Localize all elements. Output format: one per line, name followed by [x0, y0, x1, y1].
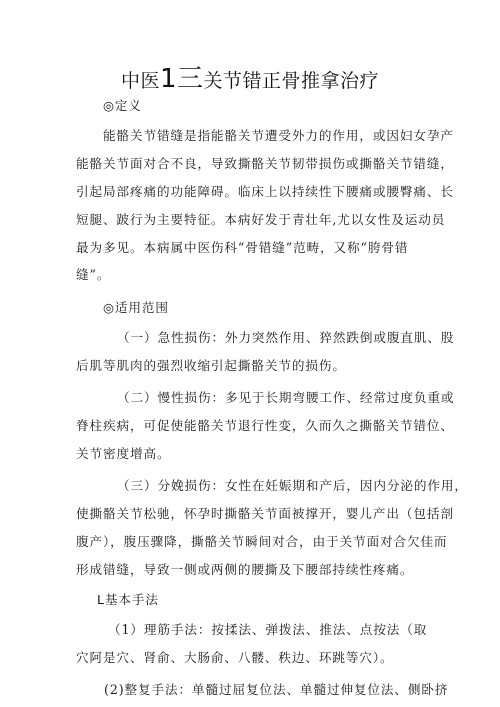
section-heading-techniques: L基本手法: [97, 592, 159, 607]
paragraph-line: 腹产），腹压骤降，撕骼关节瞬间对合，由于关节面对合欠佳而: [76, 534, 448, 549]
paragraph-line: 关节密度增高。: [76, 446, 171, 461]
page-title: [0, 58, 500, 95]
paragraph-line: 穴阿是穴、肾俞、大肠俞、八髅、秩边、环跳等穴）。: [76, 650, 394, 665]
paragraph-line: 使撕骼关节松驰，怀孕时撕骼关节面被撑开，婴儿产出（包括剖: [76, 506, 454, 521]
paragraph-line: 后肌等肌肉的强烈收缩引起撕骼关节的损伤。: [76, 358, 346, 373]
paragraph-line: （二）慢性损伤：多见于长期弯腰工作、经常过度负重或: [117, 390, 455, 405]
paragraph-line: （1）理筋手法：按揉法、弹拨法、推法、点按法（取: [108, 622, 428, 637]
section-heading-definition: ◎定义: [103, 98, 142, 113]
title-prefix: 中医: [120, 70, 160, 92]
paragraph-line: 能骼关节面对合不良，导致撕骼关节韧带损伤或撕骼关节错缝，: [76, 156, 454, 171]
paragraph-line: （一）急性损伤：外力突然作用、猝然跌倒或腹直肌、股: [117, 330, 455, 345]
paragraph-line: 短腿、跛行为主要特征。本病好发于青壮年,尤以女性及运动员: [76, 212, 446, 227]
paragraph-line: 脊柱疾病，可促使能骼关节退行性变，久而久之撕骼关节错位、: [76, 418, 454, 433]
paragraph-line: 引起局部疼痛的功能障碍。临床上以持续性下腰痛或腰臀痛、长: [76, 184, 454, 199]
paragraph-line: 形成错缝，导致一侧或两侧的腰撕及下腰部持续性疼痛。: [76, 562, 414, 577]
title-suffix: 关节错正骨推拿治疗: [203, 70, 380, 92]
title-number: 1三: [159, 64, 204, 94]
paragraph-line: （三）分娩损伤：女性在妊娠期和产后，因内分泌的作用，: [117, 478, 468, 493]
paragraph-line: 最为多见。本病属中医伤科“骨错缝”范畴，又称“胯骨错: [76, 240, 409, 255]
paragraph-line: (2)整复手法：单髓过屈复位法、单髓过伸复位法、侧卧挤: [104, 682, 449, 697]
paragraph-line: 能骼关节错缝是指能骼关节遭受外力的作用，或因妇女孕产: [103, 128, 454, 143]
paragraph-line: 缝”。: [76, 267, 111, 282]
section-heading-scope: ◎适用范围: [103, 300, 169, 315]
